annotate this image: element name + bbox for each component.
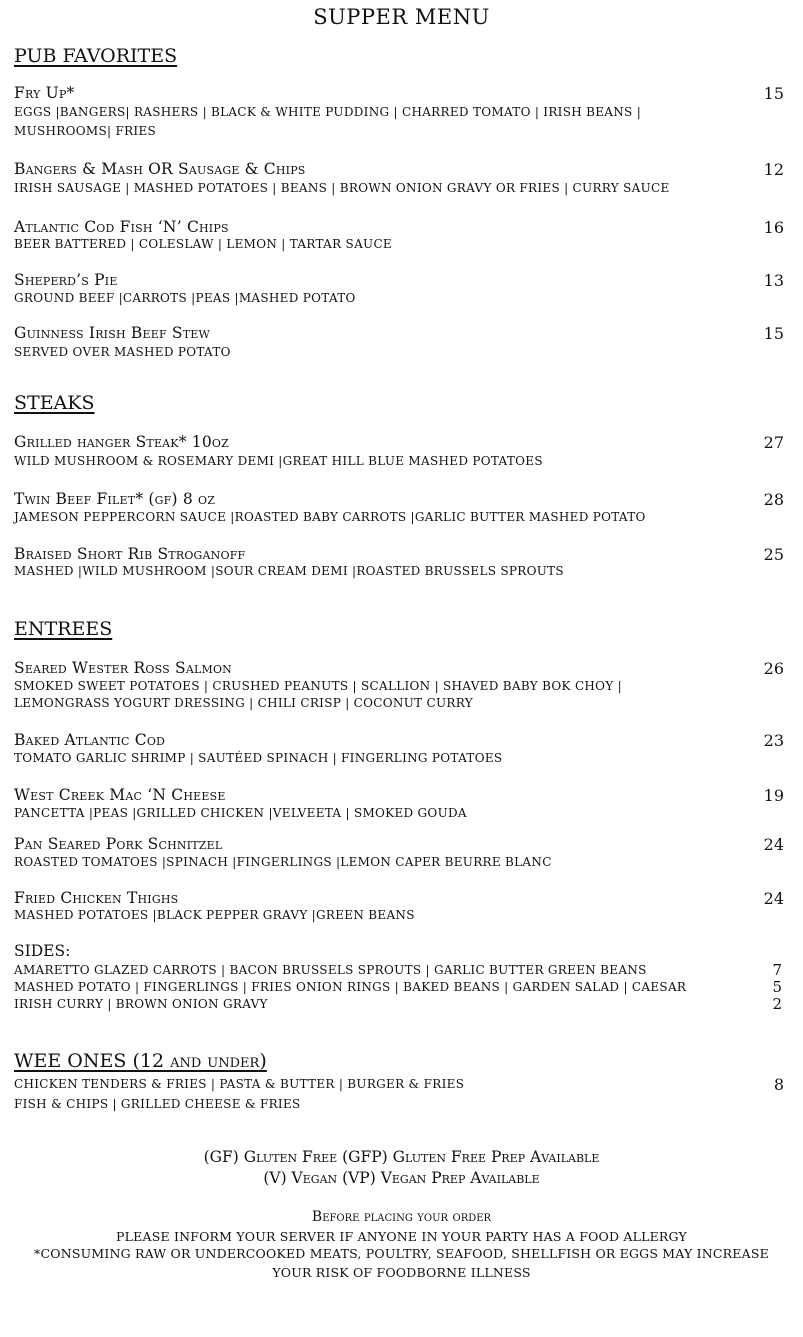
sides-price: 2 [772, 995, 782, 1013]
sides-price: 7 [772, 961, 782, 979]
dietary-legend: (V) Vegan (VP) Vegan Prep Available [263, 1169, 540, 1187]
item-description: BEER BATTERED | COLESLAW | LEMON | TARTAR SAUCE [14, 237, 392, 251]
item-name: Atlantic Cod Fish ‘N’ Chips [14, 218, 229, 236]
allergy-notice: PLEASE INFORM YOUR SERVER IF ANYONE IN YOUR PARTY HAS A FOOD ALLERGY [116, 1229, 687, 1244]
item-name: Grilled hanger Steak* 10oz [14, 433, 229, 451]
item-price: 15 [763, 324, 784, 343]
item-price: 15 [763, 84, 784, 103]
item-name: Guinness Irish Beef Stew [14, 324, 210, 342]
sides-line: MASHED POTATO | FINGERLINGS | FRIES ONION RINGS | BAKED BEANS | GARDEN SALAD | CAESAR [14, 980, 687, 994]
item-price: 25 [763, 545, 784, 564]
item-description: MASHED POTATOES |BLACK PEPPER GRAVY |GREEN BEANS [14, 908, 415, 922]
item-description: MUSHROOMS| FRIES [14, 124, 157, 138]
item-description: WILD MUSHROOM & ROSEMARY DEMI |GREAT HILL BLUE MASHED POTATOES [14, 454, 543, 468]
item-description: EGGS |BANGERS| RASHERS | BLACK & WHITE PUDDING | CHARRED TOMATO | IRISH BEANS | [14, 105, 642, 119]
item-name: Twin Beef Filet* (gf) 8 oz [14, 490, 216, 508]
item-price: 19 [763, 786, 784, 805]
item-price: 28 [763, 490, 784, 509]
sides-line: IRISH CURRY | BROWN ONION GRAVY [14, 997, 268, 1011]
item-price: 8 [773, 1075, 784, 1094]
allergy-notice-heading: Before placing your order [311, 1209, 492, 1225]
item-name: Bangers & Mash OR Sausage & Chips [14, 160, 306, 178]
item-name: Seared Wester Ross Salmon [14, 659, 232, 677]
wee-ones-age-note: (12 and under) [126, 1050, 267, 1072]
allergy-notice: *CONSUMING RAW OR UNDERCOOKED MEATS, POULTRY, SEAFOOD, SHELLFISH OR EGGS MAY INCREASE [34, 1246, 769, 1261]
item-description: SMOKED SWEET POTATOES | CRUSHED PEANUTS | SCALLION | SHAVED BABY BOK CHOY | [14, 679, 623, 693]
item-description: GROUND BEEF |CARROTS |PEAS |MASHED POTATO [14, 291, 356, 305]
item-price: 13 [763, 271, 784, 290]
sides-price: 5 [772, 978, 782, 996]
item-name: Baked Atlantic Cod [14, 731, 166, 749]
item-description: CHICKEN TENDERS & FRIES | PASTA & BUTTER | BURGER & FRIES [14, 1077, 465, 1091]
section-heading-steaks: STEAKS [14, 392, 95, 414]
allergy-notice: YOUR RISK OF FOODBORNE ILLNESS [272, 1265, 531, 1280]
item-description: MASHED |WILD MUSHROOM |SOUR CREAM DEMI |ROASTED BRUSSELS SPROUTS [14, 564, 564, 578]
item-price: 26 [763, 659, 784, 678]
section-heading-pub-favorites: PUB FAVORITES [14, 45, 178, 67]
item-price: 24 [763, 889, 784, 908]
item-description: SERVED OVER MASHED POTATO [14, 345, 231, 359]
item-description: LEMONGRASS YOGURT DRESSING | CHILI CRISP | COCONUT CURRY [14, 696, 473, 710]
item-name: Fry Up* [14, 84, 75, 102]
item-price: 27 [763, 433, 784, 452]
item-description: PANCETTA |PEAS |GRILLED CHICKEN |VELVEETA | SMOKED GOUDA [14, 806, 467, 820]
item-description: IRISH SAUSAGE | MASHED POTATOES | BEANS | BROWN ONION GRAVY OR FRIES | CURRY SAUCE [14, 181, 670, 195]
item-description: FISH & CHIPS | GRILLED CHEESE & FRIES [14, 1097, 301, 1111]
sides-label: SIDES: [14, 942, 71, 960]
wee-ones-heading: WEE ONES [14, 1050, 127, 1072]
item-price: 24 [763, 835, 784, 854]
section-heading-wee-ones [14, 1050, 267, 1072]
item-description: TOMATO GARLIC SHRIMP | SAUTÉED SPINACH | FINGERLING POTATOES [14, 751, 503, 765]
menu-title: SUPPER MENU [313, 5, 490, 29]
item-price: 16 [763, 218, 784, 237]
item-price: 23 [763, 731, 784, 750]
section-heading-entrees: ENTREES [14, 618, 113, 640]
item-name: Pan Seared Pork Schnitzel [14, 835, 223, 853]
item-name: Braised Short Rib Stroganoff [14, 545, 246, 563]
item-name: Fried Chicken Thighs [14, 889, 179, 907]
dietary-legend: (GF) Gluten Free (GFP) Gluten Free Prep Available [203, 1148, 600, 1166]
item-description: JAMESON PEPPERCORN SAUCE |ROASTED BABY CARROTS |GARLIC BUTTER MASHED POTATO [14, 510, 646, 524]
item-description: ROASTED TOMATOES |SPINACH |FINGERLINGS |LEMON CAPER BEURRE BLANC [14, 855, 552, 869]
item-name: West Creek Mac ‘N Cheese [14, 786, 226, 804]
sides-line: AMARETTO GLAZED CARROTS | BACON BRUSSELS SPROUTS | GARLIC BUTTER GREEN BEANS [14, 963, 647, 977]
item-name: Sheperd’s Pie [14, 271, 118, 289]
item-price: 12 [763, 160, 784, 179]
